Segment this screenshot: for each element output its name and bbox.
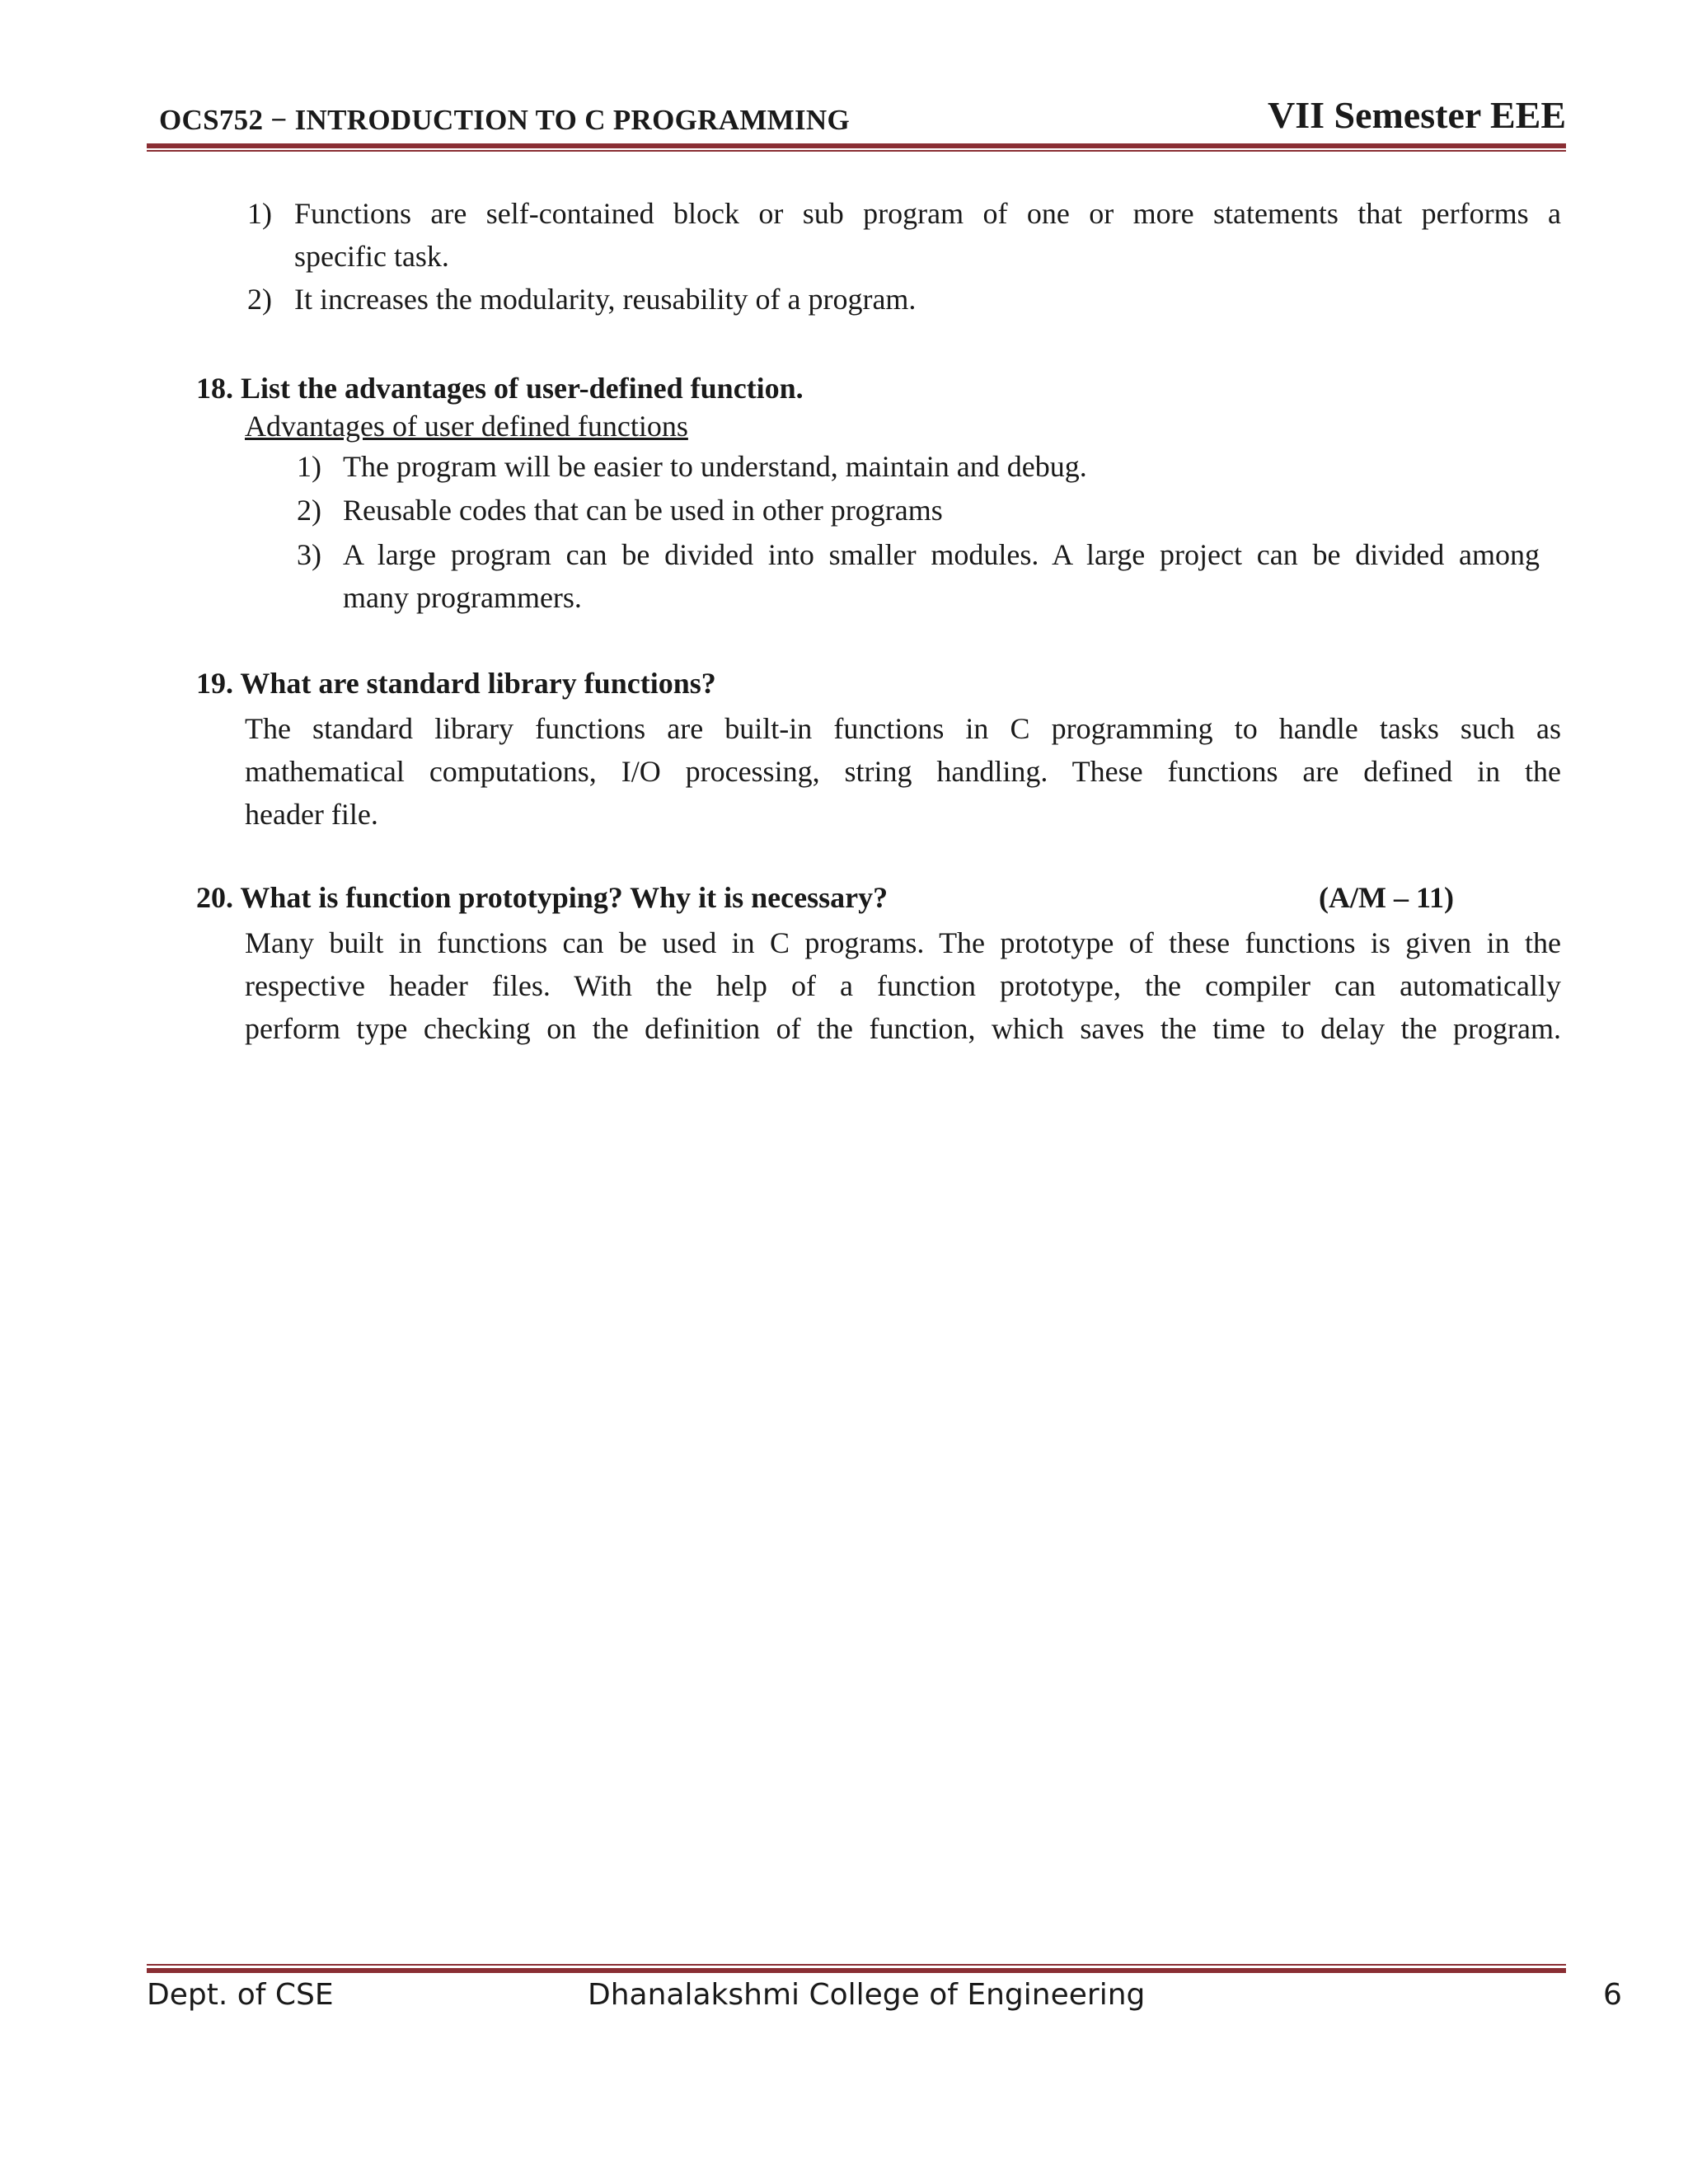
question-18-title: 18. List the advantages of user-defined function. — [196, 372, 804, 405]
list-item-text: A large program can be divided into smaller modules. A large project can be divided among — [343, 538, 1540, 571]
q19-answer-line: The standard library functions are built-in functions in C programming to handle tasks such as — [245, 712, 1561, 745]
q19-answer-line: mathematical computations, I/O processing, string handling. These functions are defined in the — [245, 755, 1561, 788]
list-number: 2) — [297, 494, 321, 527]
list-item-text: Reusable codes that can be used in other programs — [343, 494, 943, 527]
advantages-subheading: Advantages of user defined functions — [245, 410, 688, 443]
header-rule-thick — [147, 143, 1566, 148]
list-item-text: It increases the modularity, reusability of a program. — [294, 283, 917, 316]
list-number: 2) — [247, 283, 272, 316]
footer-rule-thick — [147, 1968, 1566, 1973]
course-title: OCS752 − INTRODUCTION TO C PROGRAMMING — [159, 104, 851, 136]
page-number: 6 — [1603, 1978, 1622, 2012]
header-rule-thin — [147, 150, 1566, 152]
list-number: 1) — [297, 450, 321, 483]
list-item-continuation: specific task. — [294, 240, 449, 273]
exam-reference: (A/M – 11) — [1319, 881, 1454, 914]
list-item-text: The program will be easier to understand, maintain and debug. — [343, 450, 1087, 483]
question-20-title: 20. What is function prototyping? Why it is necessary? — [196, 881, 889, 914]
list-item-text: Functions are self-contained block or sub program of one or more statements that performs a — [294, 197, 1561, 230]
footer-college: Dhanalakshmi College of Engineering — [588, 1978, 1146, 2012]
question-19-title: 19. What are standard library functions? — [196, 667, 716, 700]
q20-answer-line: respective header files. With the help of a function prototype, the compiler can automatically — [245, 969, 1561, 1002]
footer-dept: Dept. of CSE — [147, 1978, 334, 2012]
semester-label: VII Semester EEE — [1267, 94, 1566, 136]
page-header — [147, 92, 1566, 142]
list-number: 1) — [247, 197, 272, 230]
q20-answer-line: perform type checking on the definition of the function, which saves the time to delay the program. — [245, 1012, 1561, 1045]
q19-answer-line: header file. — [245, 798, 378, 831]
footer-rule-thin — [147, 1964, 1566, 1966]
list-number: 3) — [297, 538, 321, 571]
list-item-continuation: many programmers. — [343, 581, 582, 614]
page-footer — [147, 1978, 1622, 2019]
q20-answer-line: Many built in functions can be used in C programs. The prototype of these functions is given in the — [245, 926, 1561, 959]
